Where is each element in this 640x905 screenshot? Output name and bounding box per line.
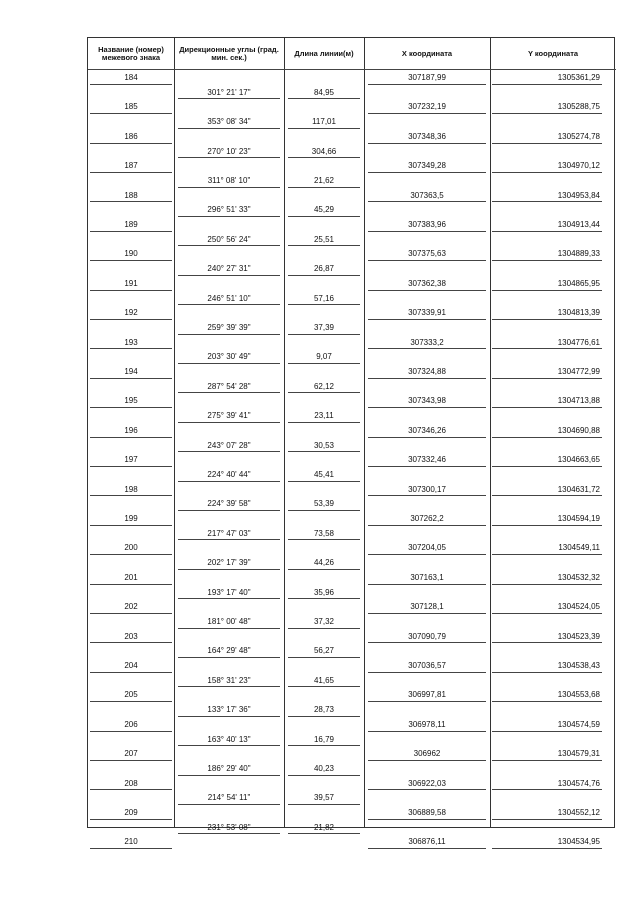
x-coordinate: 306922,03 bbox=[408, 778, 446, 788]
segment-row-line bbox=[288, 392, 360, 393]
point-row-line bbox=[492, 495, 602, 496]
point-row-line bbox=[90, 172, 172, 173]
segment-row-line bbox=[288, 275, 360, 276]
x-coordinate: 306978,11 bbox=[408, 719, 446, 729]
y-coordinate: 1305361,29 bbox=[557, 73, 600, 82]
segment-row-line bbox=[178, 275, 280, 276]
segment-row-line bbox=[178, 245, 280, 246]
point-row-line bbox=[368, 143, 486, 144]
line-length: 23,11 bbox=[314, 411, 334, 421]
x-coordinate: 306889,58 bbox=[408, 808, 446, 817]
point-row-line bbox=[368, 84, 486, 85]
point-row-line bbox=[90, 789, 172, 790]
segment-row-line bbox=[288, 775, 360, 776]
x-coordinate: 307262,2 bbox=[410, 514, 444, 523]
y-coordinate: 1304953,84 bbox=[557, 190, 600, 200]
line-length: 57,16 bbox=[313, 293, 335, 303]
x-coordinate: 307187,99 bbox=[408, 73, 446, 82]
y-coordinate: 1304889,33 bbox=[557, 249, 600, 259]
y-coordinate: 1304713,88 bbox=[557, 396, 600, 406]
point-row-line bbox=[492, 848, 602, 849]
point-number: 204 bbox=[124, 661, 138, 670]
point-number: 188 bbox=[124, 190, 138, 200]
point-row-line bbox=[90, 143, 172, 144]
direction-angle: 158° 31' 23" bbox=[207, 675, 251, 685]
y-coordinate: 1304523,39 bbox=[557, 631, 600, 641]
header-divider bbox=[88, 69, 616, 70]
point-number: 198 bbox=[124, 484, 138, 494]
point-row-line bbox=[90, 760, 172, 761]
point-row-line bbox=[90, 201, 172, 202]
segment-row-line bbox=[178, 539, 280, 540]
segment-row-line bbox=[178, 745, 280, 746]
segment-row-line bbox=[178, 422, 280, 423]
x-coordinate: 307036,57 bbox=[408, 661, 446, 670]
point-number: 196 bbox=[124, 425, 138, 435]
x-coordinate: 307332,46 bbox=[408, 455, 446, 465]
direction-angle: 250° 56' 24" bbox=[207, 234, 251, 244]
point-row-line bbox=[368, 848, 486, 849]
point-number: 201 bbox=[124, 572, 138, 582]
x-coordinate: 307383,96 bbox=[408, 220, 446, 229]
point-row-line bbox=[492, 290, 602, 291]
segment-row-line bbox=[288, 363, 360, 364]
segment-row-line bbox=[288, 539, 360, 540]
point-row-line bbox=[90, 613, 172, 614]
point-number: 208 bbox=[124, 778, 138, 788]
segment-row-line bbox=[178, 187, 280, 188]
y-coordinate: 1304631,72 bbox=[557, 484, 600, 494]
line-length: 16,79 bbox=[313, 734, 335, 744]
x-coordinate: 307204,05 bbox=[408, 543, 446, 553]
y-coordinate: 1304776,61 bbox=[557, 337, 600, 347]
point-row-line bbox=[368, 701, 486, 702]
y-coordinate: 1304574,59 bbox=[557, 719, 600, 729]
point-number: 195 bbox=[124, 396, 138, 406]
line-length: 73,58 bbox=[313, 528, 335, 538]
header-y: Y координата bbox=[527, 48, 579, 58]
segment-row-line bbox=[178, 304, 280, 305]
point-row-line bbox=[90, 84, 172, 85]
point-row-line bbox=[492, 437, 602, 438]
line-length: 45,29 bbox=[313, 205, 335, 215]
segment-row-line bbox=[288, 686, 360, 687]
point-row-line bbox=[492, 613, 602, 614]
point-row-line bbox=[492, 172, 602, 173]
point-number: 187 bbox=[124, 161, 138, 171]
line-length: 45,41 bbox=[313, 469, 335, 479]
segment-row-line bbox=[288, 628, 360, 629]
line-length: 26,87 bbox=[313, 264, 335, 274]
point-row-line bbox=[492, 113, 602, 114]
point-row-line bbox=[368, 760, 486, 761]
point-number: 191 bbox=[124, 278, 138, 288]
direction-angle: 259° 39' 39" bbox=[207, 322, 251, 332]
x-coordinate: 307324,88 bbox=[408, 367, 446, 376]
x-coordinate: 306962 bbox=[413, 749, 441, 759]
line-length: 304,66 bbox=[311, 146, 337, 156]
segment-row-line bbox=[288, 569, 360, 570]
point-row-line bbox=[90, 554, 172, 555]
segment-row-line bbox=[178, 157, 280, 158]
point-row-line bbox=[368, 201, 486, 202]
direction-angle: 243° 07' 28" bbox=[207, 440, 251, 450]
y-coordinate: 1304534,95 bbox=[557, 837, 600, 847]
line-length: 62,12 bbox=[313, 381, 335, 391]
point-number: 186 bbox=[124, 131, 138, 141]
line-length: 9,07 bbox=[316, 352, 332, 362]
direction-angle: 217° 47' 03" bbox=[207, 528, 251, 538]
line-length: 39,57 bbox=[313, 793, 335, 803]
segment-row-line bbox=[288, 598, 360, 599]
segment-row-line bbox=[178, 657, 280, 658]
y-coordinate: 1305288,75 bbox=[557, 102, 600, 112]
point-number: 192 bbox=[124, 308, 138, 318]
point-row-line bbox=[492, 84, 602, 85]
x-coordinate: 307348,36 bbox=[408, 131, 446, 141]
line-length: 35,96 bbox=[313, 587, 335, 597]
line-length: 28,73 bbox=[313, 705, 335, 715]
x-coordinate: 307362,38 bbox=[408, 278, 446, 288]
segment-row-line bbox=[178, 216, 280, 217]
point-row-line bbox=[90, 848, 172, 849]
line-length: 30,53 bbox=[313, 440, 335, 450]
point-row-line bbox=[90, 466, 172, 467]
point-row-line bbox=[492, 201, 602, 202]
point-number: 197 bbox=[124, 455, 138, 465]
x-coordinate: 307300,17 bbox=[408, 484, 446, 494]
y-coordinate: 1304549,11 bbox=[558, 543, 600, 553]
x-coordinate: 307349,28 bbox=[408, 161, 446, 171]
point-row-line bbox=[368, 231, 486, 232]
direction-angle: 246° 51' 10" bbox=[207, 293, 251, 303]
segment-row-line bbox=[178, 392, 280, 393]
point-row-line bbox=[368, 437, 486, 438]
point-row-line bbox=[492, 319, 602, 320]
point-row-line bbox=[90, 525, 172, 526]
point-row-line bbox=[368, 642, 486, 643]
x-coordinate: 306876,11 bbox=[408, 837, 446, 847]
y-coordinate: 1305274,78 bbox=[557, 131, 600, 141]
segment-row-line bbox=[178, 451, 280, 452]
segment-row-line bbox=[288, 216, 360, 217]
segment-row-line bbox=[288, 804, 360, 805]
segment-row-line bbox=[178, 128, 280, 129]
y-coordinate: 1304913,44 bbox=[557, 220, 600, 229]
x-coordinate: 307339,91 bbox=[408, 308, 446, 318]
point-number: 203 bbox=[124, 631, 138, 641]
line-length: 37,32 bbox=[313, 616, 335, 626]
segment-row-line bbox=[288, 716, 360, 717]
point-number: 199 bbox=[124, 514, 138, 523]
y-coordinate: 1304594,19 bbox=[557, 514, 600, 523]
point-row-line bbox=[90, 113, 172, 114]
point-row-line bbox=[492, 260, 602, 261]
point-row-line bbox=[492, 731, 602, 732]
point-row-line bbox=[90, 437, 172, 438]
direction-angle: 186° 29' 40" bbox=[207, 763, 251, 773]
y-coordinate: 1304813,39 bbox=[557, 308, 600, 318]
point-row-line bbox=[368, 348, 486, 349]
point-row-line bbox=[492, 701, 602, 702]
line-length: 21,82 bbox=[313, 822, 335, 832]
line-length: 21,62 bbox=[313, 175, 335, 185]
x-coordinate: 307375,63 bbox=[408, 249, 446, 259]
point-row-line bbox=[90, 348, 172, 349]
segment-row-line bbox=[288, 245, 360, 246]
segment-row-line bbox=[178, 716, 280, 717]
line-length: 25,51 bbox=[313, 234, 335, 244]
direction-angle: 301° 21' 17" bbox=[207, 87, 251, 97]
direction-angle: 270° 10' 23" bbox=[207, 146, 251, 156]
y-coordinate: 1304970,12 bbox=[557, 161, 600, 171]
point-row-line bbox=[368, 613, 486, 614]
point-row-line bbox=[492, 642, 602, 643]
line-length: 84,95 bbox=[313, 87, 335, 97]
header-angle: Дирекционные углы (град. мин. сек.) bbox=[179, 44, 279, 62]
segment-row-line bbox=[288, 128, 360, 129]
segment-row-line bbox=[178, 98, 280, 99]
point-row-line bbox=[492, 348, 602, 349]
point-number: 190 bbox=[124, 249, 138, 259]
point-row-line bbox=[492, 143, 602, 144]
segment-row-line bbox=[178, 569, 280, 570]
x-coordinate: 307346,26 bbox=[408, 425, 446, 435]
point-number: 184 bbox=[124, 73, 138, 82]
point-row-line bbox=[492, 231, 602, 232]
direction-angle: 287° 54' 28" bbox=[207, 381, 251, 391]
segment-row-line bbox=[178, 334, 280, 335]
segment-row-line bbox=[288, 98, 360, 99]
point-number: 189 bbox=[124, 220, 138, 229]
point-row-line bbox=[368, 378, 486, 379]
point-row-line bbox=[492, 819, 602, 820]
direction-angle: 224° 39' 58" bbox=[207, 499, 251, 509]
point-row-line bbox=[90, 584, 172, 585]
point-row-line bbox=[90, 701, 172, 702]
segment-row-line bbox=[178, 804, 280, 805]
direction-angle: 275° 39' 41" bbox=[207, 411, 251, 421]
segment-row-line bbox=[288, 510, 360, 511]
x-coordinate: 307333,2 bbox=[410, 337, 444, 347]
x-coordinate: 306997,81 bbox=[408, 690, 446, 700]
point-number: 193 bbox=[124, 337, 138, 347]
segment-row-line bbox=[288, 422, 360, 423]
segment-row-line bbox=[288, 304, 360, 305]
direction-angle: 163° 40' 13" bbox=[207, 734, 251, 744]
point-row-line bbox=[90, 319, 172, 320]
direction-angle: 202° 17' 39" bbox=[207, 558, 251, 568]
direction-angle: 164° 29' 48" bbox=[207, 646, 251, 656]
point-row-line bbox=[368, 113, 486, 114]
x-coordinate: 307232,19 bbox=[408, 102, 446, 112]
point-row-line bbox=[90, 731, 172, 732]
point-row-line bbox=[492, 554, 602, 555]
line-length: 41,65 bbox=[313, 675, 335, 685]
direction-angle: 224° 40' 44" bbox=[207, 469, 251, 479]
point-number: 200 bbox=[124, 543, 138, 553]
x-coordinate: 307363,5 bbox=[410, 190, 444, 200]
segment-row-line bbox=[178, 775, 280, 776]
segment-row-line bbox=[178, 686, 280, 687]
segment-row-line bbox=[288, 451, 360, 452]
point-row-line bbox=[368, 525, 486, 526]
point-row-line bbox=[368, 495, 486, 496]
y-coordinate: 1304865,95 bbox=[557, 278, 600, 288]
point-row-line bbox=[368, 290, 486, 291]
direction-angle: 181° 00' 48" bbox=[207, 616, 251, 626]
segment-row-line bbox=[288, 657, 360, 658]
y-coordinate: 1304532,32 bbox=[557, 572, 600, 582]
point-number: 205 bbox=[124, 690, 138, 700]
point-row-line bbox=[492, 525, 602, 526]
header-name: Название (номер) межевого знака bbox=[98, 44, 164, 62]
x-coordinate: 307090,79 bbox=[408, 631, 446, 641]
point-number: 210 bbox=[124, 837, 138, 847]
point-row-line bbox=[90, 672, 172, 673]
y-coordinate: 1304579,31 bbox=[557, 749, 600, 759]
direction-angle: 296° 51' 33" bbox=[207, 205, 251, 215]
point-row-line bbox=[368, 260, 486, 261]
point-row-line bbox=[368, 554, 486, 555]
point-row-line bbox=[368, 731, 486, 732]
boundary-coordinates-table bbox=[87, 37, 615, 847]
line-length: 44,26 bbox=[313, 558, 335, 568]
line-length: 53,39 bbox=[313, 499, 335, 509]
y-coordinate: 1304524,05 bbox=[557, 602, 600, 612]
point-row-line bbox=[368, 172, 486, 173]
line-length: 117,01 bbox=[312, 117, 336, 127]
y-coordinate: 1304663,65 bbox=[557, 455, 600, 465]
point-row-line bbox=[492, 378, 602, 379]
line-length: 40,23 bbox=[313, 763, 335, 773]
y-coordinate: 1304772,99 bbox=[557, 367, 600, 376]
direction-angle: 133° 17' 36" bbox=[207, 705, 251, 715]
point-row-line bbox=[90, 290, 172, 291]
point-row-line bbox=[492, 760, 602, 761]
line-length: 56,27 bbox=[313, 646, 335, 656]
point-row-line bbox=[90, 378, 172, 379]
point-number: 209 bbox=[124, 808, 138, 817]
line-length: 37,39 bbox=[313, 322, 335, 332]
point-row-line bbox=[90, 642, 172, 643]
direction-angle: 353° 08' 34" bbox=[207, 117, 251, 127]
point-row-line bbox=[492, 672, 602, 673]
direction-angle: 203° 30' 49" bbox=[207, 352, 251, 362]
x-coordinate: 307128,1 bbox=[410, 602, 444, 612]
point-row-line bbox=[368, 819, 486, 820]
point-number: 202 bbox=[124, 602, 138, 612]
header-x: X координата bbox=[401, 48, 453, 58]
point-row-line bbox=[492, 407, 602, 408]
point-row-line bbox=[492, 584, 602, 585]
point-number: 206 bbox=[124, 719, 138, 729]
point-row-line bbox=[492, 789, 602, 790]
point-row-line bbox=[492, 466, 602, 467]
point-row-line bbox=[90, 231, 172, 232]
x-coordinate: 307343,98 bbox=[408, 396, 446, 406]
point-row-line bbox=[90, 260, 172, 261]
segment-row-line bbox=[288, 833, 360, 834]
point-row-line bbox=[368, 319, 486, 320]
y-coordinate: 1304690,88 bbox=[557, 425, 600, 435]
segment-row-line bbox=[288, 745, 360, 746]
point-row-line bbox=[368, 672, 486, 673]
segment-row-line bbox=[288, 481, 360, 482]
segment-row-line bbox=[178, 833, 280, 834]
point-number: 207 bbox=[124, 749, 138, 759]
direction-angle: 240° 27' 31" bbox=[207, 264, 251, 274]
direction-angle: 311° 08' 10" bbox=[207, 175, 251, 185]
point-row-line bbox=[368, 407, 486, 408]
direction-angle: 193° 17' 40" bbox=[207, 587, 251, 597]
direction-angle: 214° 54' 11" bbox=[207, 793, 251, 803]
point-number: 185 bbox=[124, 102, 138, 112]
point-row-line bbox=[90, 495, 172, 496]
point-row-line bbox=[90, 819, 172, 820]
segment-row-line bbox=[288, 187, 360, 188]
direction-angle: 231° 53' 08" bbox=[207, 822, 251, 832]
segment-row-line bbox=[178, 481, 280, 482]
point-row-line bbox=[368, 584, 486, 585]
segment-row-line bbox=[178, 628, 280, 629]
point-row-line bbox=[90, 407, 172, 408]
segment-row-line bbox=[288, 334, 360, 335]
x-coordinate: 307163,1 bbox=[410, 572, 444, 582]
segment-row-line bbox=[178, 363, 280, 364]
y-coordinate: 1304574,76 bbox=[557, 778, 600, 788]
header-length: Длина линии(м) bbox=[294, 48, 354, 58]
point-row-line bbox=[368, 789, 486, 790]
segment-row-line bbox=[178, 510, 280, 511]
point-row-line bbox=[368, 466, 486, 467]
point-number: 194 bbox=[124, 367, 138, 376]
y-coordinate: 1304538,43 bbox=[557, 661, 600, 670]
segment-row-line bbox=[288, 157, 360, 158]
segment-row-line bbox=[178, 598, 280, 599]
y-coordinate: 1304553,68 bbox=[557, 690, 600, 700]
y-coordinate: 1304552,12 bbox=[557, 808, 600, 817]
